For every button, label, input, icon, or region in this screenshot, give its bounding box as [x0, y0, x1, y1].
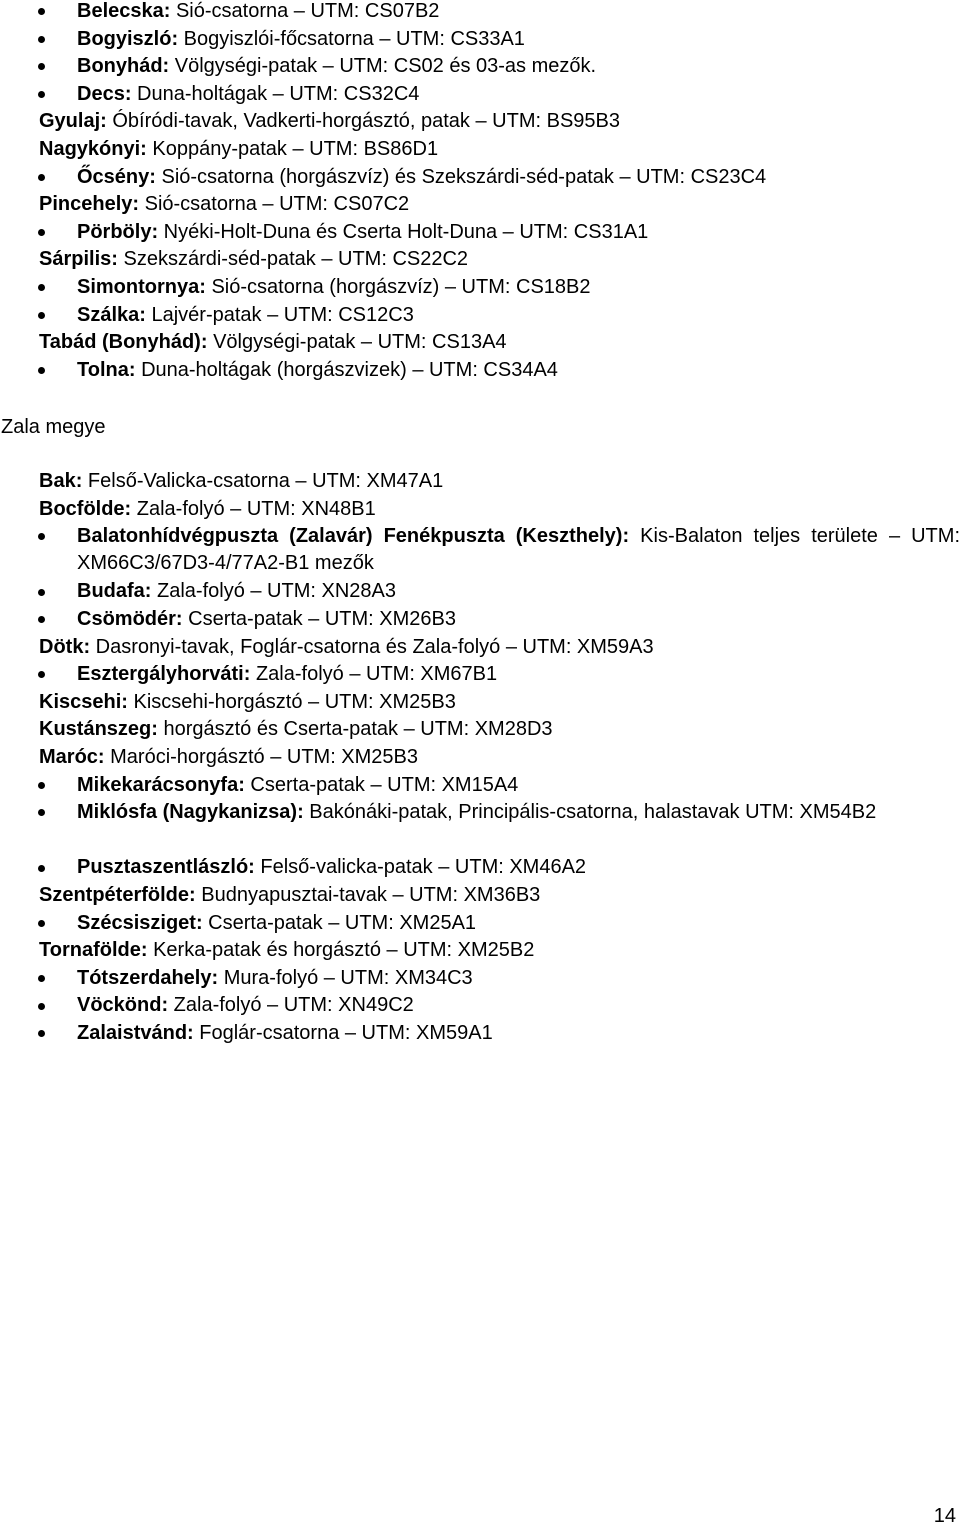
list-item-text [77, 992, 414, 1019]
location-name: Miklósfa (Nagykanizsa): [77, 801, 304, 824]
list-item-text [39, 634, 654, 661]
location-detail: horgásztó és Cserta-patak – UTM: XM28D3 [157, 718, 553, 741]
list-item-text [77, 53, 596, 80]
bullet-icon [35, 1020, 47, 1047]
list-item-text [77, 799, 960, 826]
section-heading-zala: Zala megye [1, 416, 106, 438]
location-name: Pusztaszentlászló: [77, 856, 255, 879]
list-item-text [77, 772, 518, 799]
location-detail: Völgységi-patak – UTM: CS13A4 [207, 331, 507, 354]
location-name: Esztergályhorváti: [77, 663, 251, 686]
list-item-text [39, 108, 620, 135]
location-detail: Zala-folyó – UTM: XN49C2 [168, 994, 414, 1017]
location-name: Mikekarácsonyfa: [77, 773, 245, 796]
list-item-text [39, 496, 376, 523]
list-item-text [39, 191, 409, 218]
location-name: Csömödér: [77, 608, 183, 630]
location-detail: Nyéki-Holt-Duna és Cserta Holt-Duna – UTM: CS31A1 [158, 220, 649, 243]
location-detail: Cserta-patak – UTM: XM25A1 [202, 911, 477, 934]
location-name: Bogyiszló: [77, 27, 179, 50]
location-name: Budafa: [77, 580, 152, 603]
bullet-icon [35, 606, 47, 633]
location-name: Szentpéterfölde: [39, 884, 196, 906]
bullet-icon [35, 523, 47, 550]
page-number: 14 [933, 1505, 956, 1527]
list-item-text [39, 246, 468, 273]
location-detail: Sió-csatorna (horgászvíz) és Szekszárdi-séd-patak – UTM: CS23C4 [155, 165, 767, 188]
list-item-text [77, 910, 476, 937]
list-item-text [77, 1020, 493, 1047]
location-detail: Zala-folyó – UTM: XN28A3 [151, 580, 396, 603]
location-detail: Mura-folyó – UTM: XM34C3 [218, 966, 473, 989]
bullet-icon [35, 799, 47, 826]
list-item-text [77, 164, 766, 191]
location-name: Nagykónyi: [39, 138, 147, 160]
list-item-text [77, 854, 586, 881]
location-name: Pincehely: [39, 193, 140, 216]
location-name: Pörböly: [77, 220, 159, 243]
list-item-text [77, 523, 960, 577]
location-name: Bocfölde: [39, 497, 132, 520]
list-item-text [77, 606, 456, 633]
bullet-icon [35, 302, 47, 329]
location-detail: Koppány-patak – UTM: BS86D1 [146, 138, 439, 160]
location-detail: Kis-Balaton teljes területe – UTM: XM66C3/67D3-4/77A2-B1 mezők [77, 525, 960, 575]
list-item-text [39, 689, 456, 716]
location-name: Decs: [77, 82, 132, 105]
location-name: Vöckönd: [77, 994, 169, 1017]
location-detail: Sió-csatorna – UTM: CS07C2 [139, 193, 410, 216]
location-name: Tabád (Bonyhád): [39, 331, 208, 354]
location-name: Maróc: [39, 746, 105, 768]
list-item-text [39, 716, 553, 743]
bullet-icon [35, 772, 47, 799]
location-detail: Budnyapusztai-tavak – UTM: XM36B3 [195, 884, 541, 906]
location-detail: Kerka-patak és horgásztó – UTM: XM25B2 [147, 939, 535, 962]
location-detail: Felső-valicka-patak – UTM: XM46A2 [254, 856, 587, 879]
list-item-text [77, 357, 558, 384]
list-item-text [39, 744, 418, 771]
location-name: Zalaistvánd: [77, 1022, 194, 1044]
bullet-icon [35, 965, 47, 992]
location-detail: Sió-csatorna (horgászvíz) – UTM: CS18B2 [205, 276, 591, 298]
location-name: Tornafölde: [39, 939, 148, 962]
location-detail: Zala-folyó – UTM: XM67B1 [250, 663, 498, 686]
location-detail: Duna-holtágak – UTM: CS32C4 [131, 82, 420, 105]
list-item-text [77, 274, 591, 301]
bullet-icon [35, 219, 47, 246]
bullet-icon [35, 81, 47, 108]
location-detail: Kiscsehi-horgásztó – UTM: XM25B3 [127, 690, 456, 713]
bullet-icon [35, 164, 47, 191]
list-item-text [77, 661, 497, 688]
location-detail: Cserta-patak – UTM: XM15A4 [244, 773, 519, 796]
location-detail: Bogyiszlói-főcsatorna – UTM: CS33A1 [178, 27, 525, 50]
location-detail: Bakónáki-patak, Principális-csatorna, halastavak UTM: XM54B2 [303, 801, 877, 824]
location-name: Szécsisziget: [77, 911, 203, 934]
list-item-text [77, 302, 414, 329]
location-name: Kiscsehi: [39, 690, 128, 713]
list-item-text [77, 81, 419, 108]
list-item-text [39, 937, 534, 964]
location-name: Szálka: [77, 303, 146, 326]
list-item-text [77, 26, 525, 53]
list-item-text [39, 882, 540, 909]
bullet-icon [35, 26, 47, 53]
bullet-icon [35, 910, 47, 937]
location-name: Tótszerdahely: [77, 966, 219, 989]
location-detail: Völgységi-patak – UTM: CS02 és 03-as mezők. [169, 55, 597, 78]
location-name: Balatonhídvégpuszta (Zalavár) Fenékpuszta (Keszthely): [77, 525, 630, 548]
list-item-text [39, 136, 438, 163]
location-detail: Foglár-csatorna – UTM: XM59A1 [193, 1022, 493, 1044]
location-detail: Maróci-horgásztó – UTM: XM25B3 [104, 746, 419, 768]
list-item-text [39, 468, 443, 495]
bullet-icon [35, 0, 47, 25]
location-detail: Lajvér-patak – UTM: CS12C3 [145, 303, 414, 326]
bullet-icon [35, 53, 47, 80]
location-name: Bak: [39, 470, 83, 492]
location-name: Kustánszeg: [39, 718, 158, 741]
list-item-text [39, 329, 507, 356]
list-item-text [77, 965, 473, 992]
location-detail: Sió-csatorna – UTM: CS07B2 [170, 0, 440, 22]
location-detail: Óbíródi-tavak, Vadkerti-horgásztó, patak – UTM: BS95B3 [106, 110, 620, 133]
location-detail: Felső-Valicka-csatorna – UTM: XM47A1 [82, 470, 444, 492]
bullet-icon [35, 854, 47, 881]
location-name: Belecska: [77, 0, 171, 22]
bullet-icon [35, 992, 47, 1019]
location-detail: Dasronyi-tavak, Foglár-csatorna és Zala-folyó – UTM: XM59A3 [90, 635, 654, 658]
location-detail: Zala-folyó – UTM: XN48B1 [131, 497, 376, 520]
location-detail: Szekszárdi-séd-patak – UTM: CS22C2 [117, 248, 469, 271]
list-item-text [77, 0, 439, 25]
location-name: Bonyhád: [77, 55, 170, 78]
location-detail: Duna-holtágak (horgászvizek) – UTM: CS34A4 [135, 358, 558, 381]
location-name: Simontornya: [77, 276, 206, 298]
location-name: Gyulaj: [39, 110, 107, 133]
location-name: Tolna: [77, 358, 136, 381]
location-name: Dötk: [39, 635, 91, 658]
location-detail: Cserta-patak – UTM: XM26B3 [182, 608, 457, 630]
list-item-text [77, 578, 396, 605]
location-name: Sárpilis: [39, 248, 118, 271]
bullet-icon [35, 357, 47, 384]
bullet-icon [35, 578, 47, 605]
bullet-icon [35, 274, 47, 301]
location-name: Őcsény: [77, 165, 156, 188]
bullet-icon [35, 661, 47, 688]
list-item-text [77, 219, 648, 246]
